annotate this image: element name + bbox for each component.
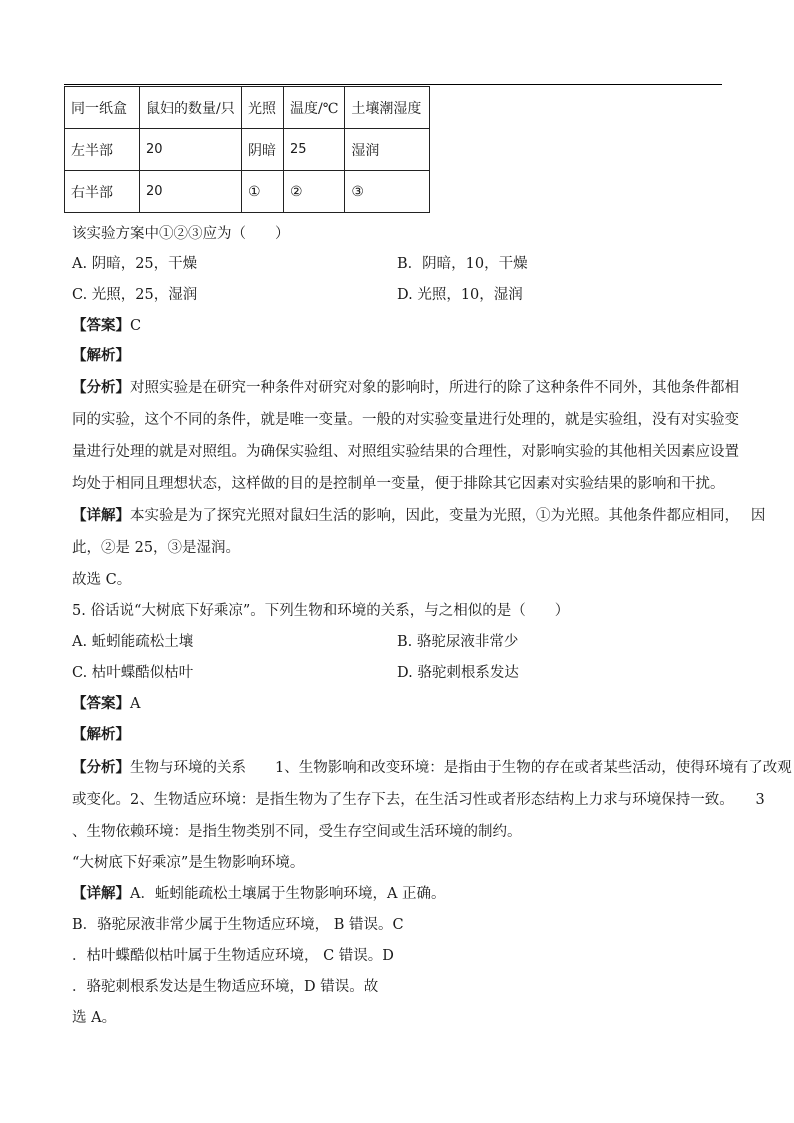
q4-stem: 该实验方案中①②③应为（ ） xyxy=(72,226,290,242)
q4-option-c: C. 光照，25，湿润 xyxy=(72,287,198,303)
answer-value: A xyxy=(130,696,141,712)
q5-detail-line: ．骆驼刺根系发达是生物适应环境，D 错误。故 xyxy=(72,979,379,995)
q5-detail-line: 选 A。 xyxy=(72,1010,117,1026)
analysis-label: 【分析】 xyxy=(72,759,130,776)
answer-tag: 【答案】 xyxy=(72,317,130,334)
q4-analysis-line: 同的实验，这个不同的条件，就是唯一变量。一般的对实验变量进行处理的，就是实验组，没有对实验变 xyxy=(72,412,739,428)
header-rule xyxy=(64,84,722,85)
q5-detail-line xyxy=(72,884,446,904)
detail-text: A．蚯蚓能疏松土壤属于生物影响环境，A 正确。 xyxy=(130,886,446,902)
table-header-cell: 土壤潮湿度 xyxy=(345,87,430,129)
table-cell: 20 xyxy=(140,129,242,171)
answer-tag: 【答案】 xyxy=(72,695,130,712)
q5-option-d: D. 骆驼刺根系发达 xyxy=(397,665,519,681)
q4-detail-line xyxy=(72,506,765,526)
q5-option-a: A. 蚯蚓能疏松土壤 xyxy=(72,634,194,650)
q4-option-b: B．阴暗，10，干燥 xyxy=(397,256,528,272)
table-cell: ① xyxy=(242,171,284,213)
q5-option-b: B. 骆驼尿液非常少 xyxy=(397,634,519,650)
q5-analysis-line: “大树底下好乘凉”是生物影响环境。 xyxy=(72,855,305,871)
q5-option-c: C. 枯叶蝶酷似枯叶 xyxy=(72,665,194,681)
q4-detail-line: 此，②是 25，③是湿润。 xyxy=(72,540,241,556)
q5-analysis-line xyxy=(72,758,792,778)
table-header-cell: 温度/℃ xyxy=(284,87,345,129)
analysis-label: 【分析】 xyxy=(72,379,130,396)
table-cell: 25 xyxy=(284,129,345,171)
q4-option-d: D. 光照，10，湿润 xyxy=(397,287,523,303)
table-header-cell: 同一纸盒 xyxy=(65,87,140,129)
table-cell: ② xyxy=(284,171,345,213)
q5-analysis-line: 或变化。2、生物适应环境：是指生物为了生存下去，在生活习性或者形态结构上力求与环境保持一致。 3 xyxy=(72,792,765,808)
table-cell: 右半部 xyxy=(65,171,140,213)
table-cell: 湿润 xyxy=(345,129,430,171)
q5-analysis-tag: 【解析】 xyxy=(72,726,130,743)
table-header-row xyxy=(65,87,430,129)
q4-analysis-line: 量进行处理的就是对照组。为确保实验组、对照组实验结果的合理性，对影响实验的其他相关因素应设置 xyxy=(72,444,739,460)
detail-text: 本实验是为了探究光照对鼠妇生活的影响，因此，变量为光照，①为光照。其他条件都应相同， 因 xyxy=(130,508,766,524)
table-cell: 20 xyxy=(140,171,242,213)
table-header-cell: 光照 xyxy=(242,87,284,129)
answer-value: C xyxy=(130,318,142,334)
table-cell: 阴暗 xyxy=(242,129,284,171)
table-cell: ③ xyxy=(345,171,430,213)
experiment-table xyxy=(64,86,430,213)
analysis-text: 对照实验是在研究一种条件对研究对象的影响时，所进行的除了这种条件不同外，其他条件都相 xyxy=(130,380,739,396)
q5-detail-line: ．枯叶蝶酷似枯叶属于生物适应环境， C 错误。D xyxy=(72,948,394,964)
q5-analysis-line: 、生物依赖环境：是指生物类别不同，受生存空间或生活环境的制约。 xyxy=(72,824,522,840)
analysis-text: 生物与环境的关系 1、生物影响和改变环境：是指由于生物的存在或者某些活动，使得环境有了改观 xyxy=(130,760,792,776)
table-row xyxy=(65,171,430,213)
table-header-cell: 鼠妇的数量/只 xyxy=(140,87,242,129)
detail-label: 【详解】 xyxy=(72,507,130,524)
detail-label: 【详解】 xyxy=(72,885,130,902)
table-row xyxy=(65,129,430,171)
q5-answer xyxy=(72,694,140,714)
q5-detail-line: B．骆驼尿液非常少属于生物适应环境， B 错误。C xyxy=(72,917,404,933)
q4-conclusion: 故选 C。 xyxy=(72,572,132,588)
q5-stem: 5. 俗话说“大树底下好乘凉”。下列生物和环境的关系，与之相似的是（ ） xyxy=(72,603,570,619)
q4-analysis-line: 均处于相同且理想状态，这样做的目的是控制单一变量，便于排除其它因素对实验结果的影响和干扰。 xyxy=(72,476,725,492)
q4-analysis-line xyxy=(72,378,739,398)
q4-analysis-tag: 【解析】 xyxy=(72,347,130,364)
q4-answer xyxy=(72,316,141,336)
table-cell: 左半部 xyxy=(65,129,140,171)
q4-option-a: A. 阴暗，25，干燥 xyxy=(72,256,198,272)
